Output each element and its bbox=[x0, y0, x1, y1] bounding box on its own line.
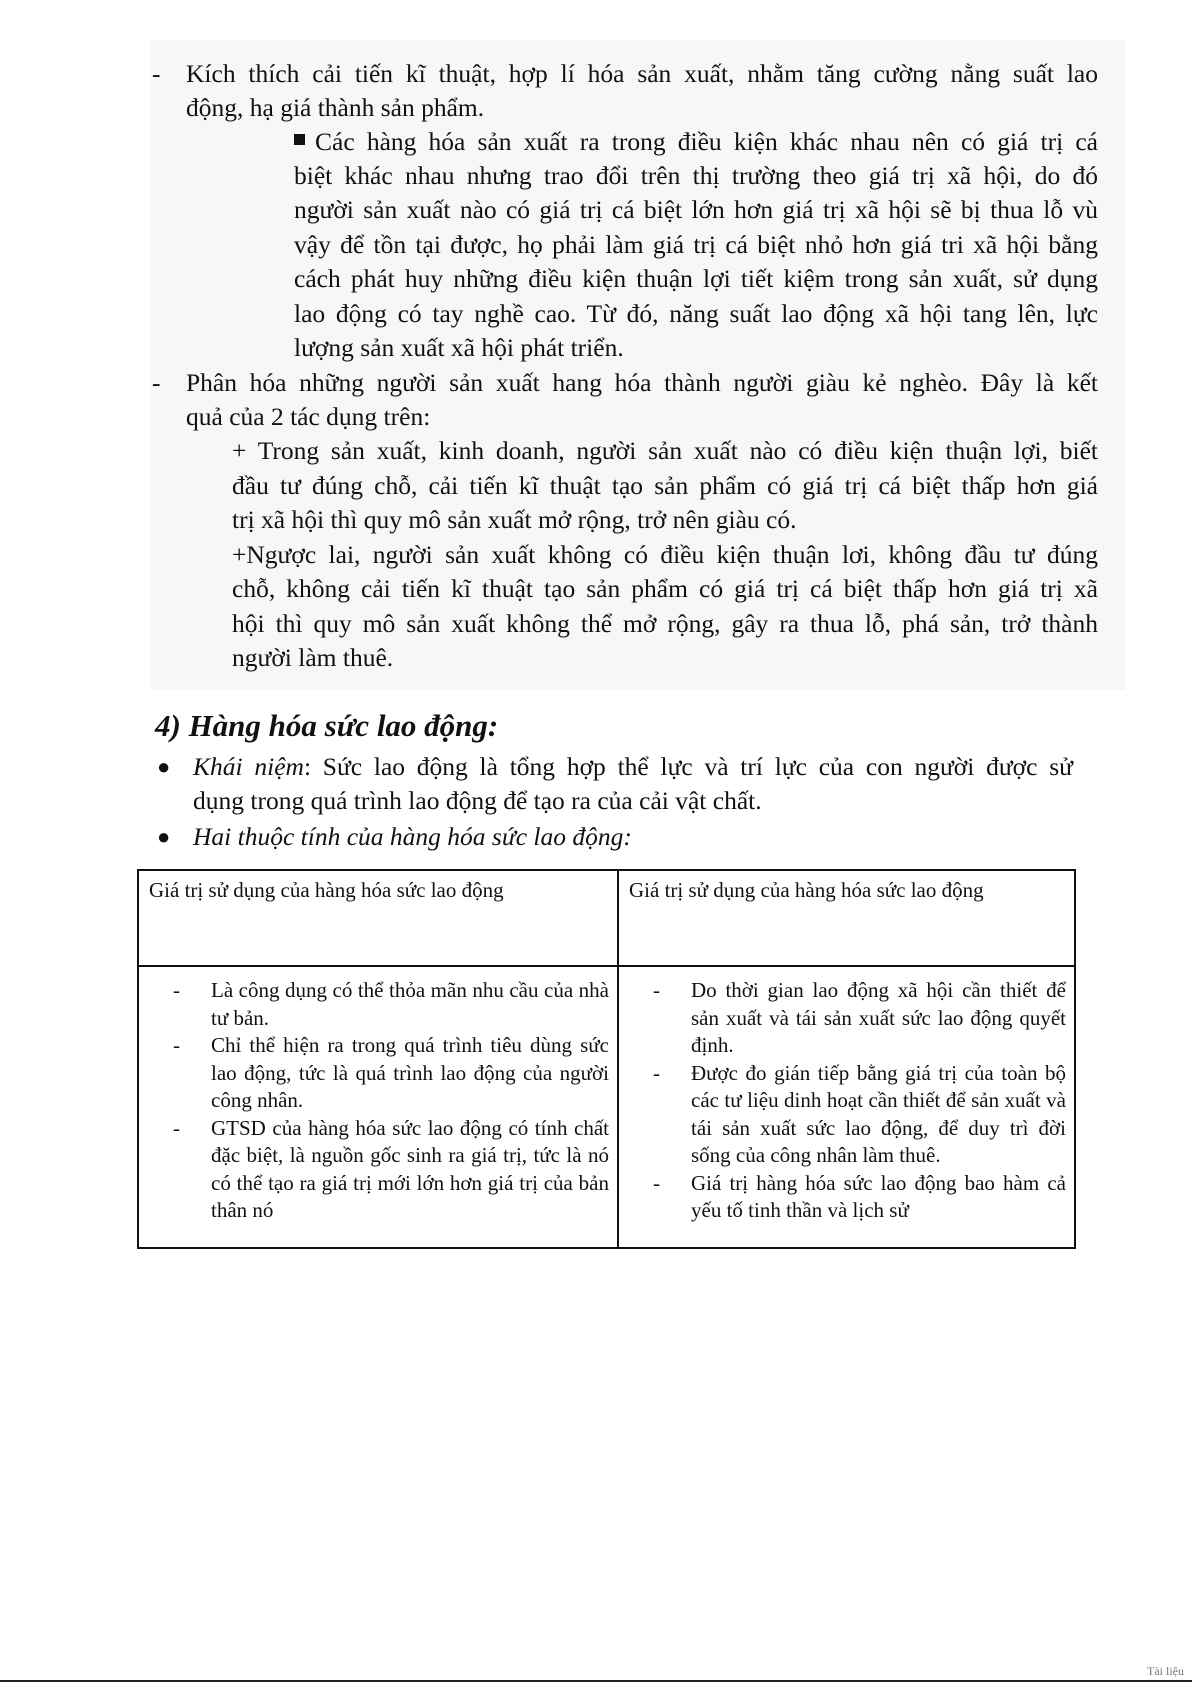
bullet-icon: ● bbox=[157, 754, 171, 779]
table-cell-right bbox=[618, 966, 1075, 1248]
text-line: đầu tư đúng chỗ, cải tiến kĩ thuật tạo sản phẩm có giá trị cá biệt thấp hơn giá bbox=[232, 471, 1098, 500]
concept-label: Khái niệm bbox=[193, 752, 304, 781]
attributes-title: Hai thuộc tính của hàng hóa sức lao động: bbox=[193, 822, 632, 851]
text-line: lao động có tay nghề cao. Từ đó, năng suất lao động xã hội tang lên, lực bbox=[294, 299, 1098, 328]
dash-marker: - bbox=[152, 59, 161, 88]
table-header-row bbox=[138, 870, 1075, 966]
table-header-cell: Giá trị sử dụng của hàng hóa sức lao động bbox=[138, 870, 618, 966]
text-line: biệt khác nhau nhưng trao đổi trên thị trường theo giá trị xã hội, do đó bbox=[294, 161, 1098, 190]
text-line: người sản xuất nào có giá trị cá biệt lớn hơn giá trị xã hội sẽ bị thua lỗ vù bbox=[294, 195, 1098, 224]
bottom-rule bbox=[0, 1680, 1192, 1682]
list-item: - Được đo gián tiếp bằng giá trị của toàn bộ các tư liệu dinh hoạt cần thiết để sản xuất và tái sản xuất sức lao động, để duy trì đời sống của công nhân làm thuê. bbox=[653, 1060, 1066, 1167]
use-value-list bbox=[147, 977, 609, 1225]
list-item: - Giá trị hàng hóa sức lao động bao hàm cả yếu tố tinh thần và lịch sử bbox=[653, 1170, 1066, 1222]
value-list bbox=[627, 977, 1066, 1225]
text-line: quả của 2 tác dụng trên: bbox=[186, 402, 431, 431]
corner-mark: Tài liệu bbox=[1147, 1664, 1184, 1678]
list-item: - Là công dụng có thể thỏa mãn nhu cầu của nhà tư bản. bbox=[173, 978, 609, 1030]
text-line: trị xã hội thì quy mô sản xuất mở rộng, trở nên giàu có. bbox=[232, 505, 797, 534]
text-line: + Trong sản xuất, kinh doanh, người sản xuất nào có điều kiện thuận lợi, biết bbox=[232, 436, 1098, 465]
text-line: Kích thích cải tiến kĩ thuật, hợp lí hóa sản xuất, nhằm tăng cường nằng suất lao bbox=[186, 59, 1098, 88]
text-line: vậy để tồn tại được, họ phải làm giá trị cá biệt nhỏ hơn giá tri xã hội bằng bbox=[294, 230, 1098, 259]
dash-marker: - bbox=[152, 368, 161, 397]
text-line: dụng trong quá trình lao động để tạo ra của cải vật chất. bbox=[193, 786, 762, 815]
list-item: - GTSD của hàng hóa sức lao động có tính chất đặc biệt, là nguồn gốc sinh ra giá trị, tức là nó có thể tạo ra giá trị mới lớn hơn giá trị của bản thân nó bbox=[173, 1115, 609, 1222]
text-line: Các hàng hóa sản xuất ra trong điều kiện khác nhau nên có giá trị cá bbox=[294, 125, 1098, 159]
text-line: lượng sản xuất xã hội phát triển. bbox=[294, 333, 624, 362]
list-item: - Do thời gian lao động xã hội cần thiết để sản xuất và tái sản xuất sức lao động quyết định. bbox=[653, 978, 1066, 1057]
table-header-cell: Giá trị sử dụng của hàng hóa sức lao động bbox=[618, 870, 1075, 966]
concept-text: : Sức lao động là tổng hợp thể lực và trí lực của con người được sử bbox=[303, 752, 1073, 781]
attributes-table bbox=[137, 869, 1076, 1249]
text-line: +Ngược lai, người sản xuất không có điều kiện thuận lơi, không đầu tư đúng bbox=[232, 540, 1098, 569]
text-line: Phân hóa những người sản xuất hang hóa thành người giàu kẻ nghèo. Đây là kết bbox=[186, 368, 1098, 397]
table-row bbox=[138, 966, 1075, 1248]
text-line: người làm thuê. bbox=[232, 643, 394, 672]
section-heading: 4) Hàng hóa sức lao động: bbox=[155, 708, 499, 743]
text-line: hội thì quy mô sản xuất không thể mở rộng, gây ra thua lỗ, phá sản, trở thành bbox=[232, 609, 1098, 638]
concept-line bbox=[193, 750, 1073, 784]
bullet-icon: ● bbox=[157, 824, 171, 849]
text-line: động, hạ giá thành sản phẩm. bbox=[186, 93, 485, 122]
list-item: - Chỉ thể hiện ra trong quá trình tiêu dùng sức lao động, tức là quá trình lao động của người công nhân. bbox=[173, 1033, 609, 1112]
text-line: chỗ, không cải tiến kĩ thuật tạo sản phẩm có giá trị cá biệt thấp hơn giá trị xã bbox=[232, 574, 1098, 603]
table-cell-left bbox=[138, 966, 618, 1248]
text-line: cách phát huy những điều kiện thuận lợi tiết kiệm trong sản xuất, sử dụng bbox=[294, 264, 1098, 293]
square-bullet-icon bbox=[294, 134, 305, 145]
